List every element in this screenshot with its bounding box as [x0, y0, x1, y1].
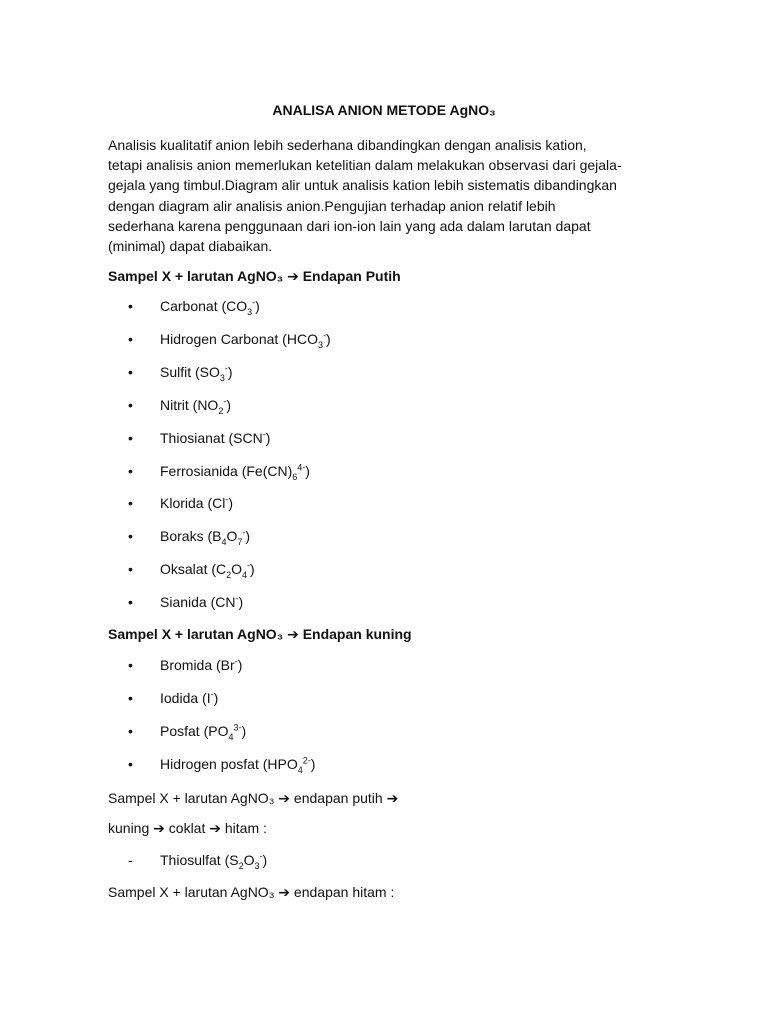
item-charge: - — [210, 689, 214, 700]
item-charge: - — [223, 396, 227, 407]
list-item — [128, 721, 246, 741]
item-close: ) — [238, 594, 244, 611]
item-charge: - — [262, 428, 266, 439]
arrow-right-icon: ➔ — [153, 820, 165, 836]
item-charge: - — [224, 363, 228, 374]
section-heading-yellow-precipitate — [108, 624, 412, 644]
list-item — [128, 754, 315, 774]
section-heading-white-precipitate — [108, 266, 401, 286]
bullet-marker: • — [128, 561, 133, 578]
item-name: Posfat (PO — [160, 722, 229, 739]
list-item-thiosulfate — [128, 850, 267, 870]
item-name: Bromida (Br — [160, 657, 235, 673]
heading-result-text: Endapan kuning — [302, 626, 412, 642]
bullet-marker: • — [128, 657, 133, 673]
section-heading-black-precipitate — [108, 882, 394, 902]
heading-result-text: endapan hitam : — [293, 884, 395, 900]
heading-result-text: Endapan Putih — [302, 268, 401, 284]
list-item — [128, 493, 233, 513]
item-close: ) — [245, 528, 251, 545]
item-close: ) — [250, 561, 255, 578]
document-title: ANALISA ANION METODE AgNO₃ — [272, 102, 496, 118]
item-close: ) — [241, 722, 247, 739]
item-close: ) — [310, 755, 316, 772]
item-name: Sianida (CN — [160, 594, 236, 611]
list-item — [128, 461, 310, 481]
section-heading-color-change-line1 — [108, 788, 398, 808]
arrow-right-icon: ➔ — [287, 268, 299, 284]
item-close: ) — [262, 852, 268, 868]
item-subscript: 2 — [226, 569, 232, 580]
intro-line: Analisis kualitatif anion lebih sederhana dibandingkan dengan analisis kation, — [108, 137, 587, 153]
item-name-mid: O — [231, 561, 243, 578]
item-name-mid: O — [226, 528, 238, 545]
item-charge: - — [247, 560, 251, 571]
bullet-marker: • — [128, 689, 133, 706]
item-name: Thiosianat (SCN — [160, 429, 263, 446]
bullet-marker: • — [128, 594, 133, 611]
item-subscript: 4 — [297, 764, 303, 775]
item-subscript: 4 — [228, 731, 234, 742]
bullet-marker: • — [128, 755, 133, 772]
item-charge: - — [252, 297, 256, 308]
list-item — [128, 688, 218, 708]
bullet-marker: • — [128, 330, 133, 347]
intro-line: (minimal) dapat diabaikan. — [108, 238, 273, 255]
item-subscript: 3 — [219, 372, 225, 383]
heading-reaction-text: Sampel X + larutan AgNO₃ — [108, 884, 275, 900]
item-name: Boraks (B — [160, 528, 222, 545]
item-subscript: 3 — [317, 339, 323, 350]
heading-reaction-text: Sampel X + larutan AgNO₃ — [108, 268, 284, 284]
bullet-marker: • — [128, 429, 133, 446]
item-subscript: 2 — [238, 860, 244, 871]
bullet-marker: • — [128, 495, 133, 512]
item-name: Carbonat (CO — [160, 298, 248, 314]
item-subscript: 3 — [247, 306, 253, 317]
arrow-right-icon: ➔ — [278, 884, 291, 900]
item-subscript: 3 — [254, 860, 260, 871]
item-name: Nitrit (NO — [160, 396, 219, 413]
bullet-marker: • — [128, 528, 133, 545]
item-name: Ferrosianida (Fe(CN) — [160, 462, 293, 479]
item-subscript: 7 — [237, 537, 243, 548]
item-subscript: 4 — [221, 537, 227, 548]
list-item — [128, 395, 231, 415]
list-item — [128, 592, 243, 612]
item-close: ) — [305, 462, 310, 479]
section-heading-color-change-line2 — [108, 818, 267, 838]
item-charge: - — [235, 593, 239, 604]
item-close: ) — [325, 330, 331, 347]
item-charge: - — [322, 330, 326, 341]
bullet-marker: • — [128, 298, 133, 314]
item-charge: 2- — [302, 755, 311, 766]
arrow-right-icon: ➔ — [209, 820, 221, 836]
item-name: Sulfit (SO — [160, 363, 220, 380]
item-close: ) — [255, 298, 260, 314]
item-close: ) — [227, 363, 233, 380]
dash-marker: - — [128, 852, 133, 868]
intro-line: sederhana karena penggunaan dari ion-ion lain yang ada dalam larutan dapat — [108, 217, 591, 234]
intro-line: tetapi analisis anion memerlukan ketelitian dalam melakukan observasi dari gejala- — [108, 157, 622, 174]
item-close: ) — [226, 396, 232, 413]
list-item — [128, 559, 255, 579]
item-charge: 3- — [233, 722, 242, 733]
item-charge: 4- — [297, 461, 306, 472]
bullet-marker: • — [128, 363, 133, 380]
heading-result-text: endapan putih — [293, 790, 383, 806]
heading-reaction-text: Sampel X + larutan AgNO₃ — [108, 626, 284, 642]
list-item — [128, 362, 233, 382]
item-name: Hidrogen posfat (HPO — [160, 755, 298, 772]
item-close: ) — [228, 495, 234, 512]
item-subscript: 2 — [218, 405, 224, 416]
arrow-right-icon: ➔ — [287, 626, 299, 642]
bullet-marker: • — [128, 722, 133, 739]
item-charge: - — [234, 656, 238, 667]
list-item — [128, 526, 250, 546]
item-name-mid: O — [243, 852, 255, 868]
item-name: Hidrogen Carbonat (HCO — [160, 330, 318, 347]
item-close: ) — [265, 429, 271, 446]
heading-reaction-text: Sampel X + larutan AgNO₃ — [108, 790, 275, 806]
arrow-right-icon: ➔ — [278, 790, 291, 806]
intro-paragraph — [108, 135, 668, 256]
list-item — [128, 655, 242, 675]
color-step-text: coklat — [168, 820, 206, 836]
list-item — [128, 329, 331, 349]
item-name: Klorida (Cl — [160, 495, 226, 512]
arrow-right-icon: ➔ — [386, 790, 399, 806]
bullet-marker: • — [128, 396, 133, 413]
item-subscript: 4 — [242, 569, 248, 580]
item-charge: - — [225, 494, 229, 505]
color-step-text: kuning — [108, 820, 150, 836]
item-name: Thiosulfat (S — [160, 852, 239, 868]
intro-line: dengan diagram alir analisis anion.Pengujian terhadap anion relatif lebih — [108, 197, 556, 214]
item-charge: - — [242, 527, 246, 538]
color-step-text: hitam : — [224, 820, 267, 836]
bullet-marker: • — [128, 462, 133, 479]
list-item — [128, 296, 260, 316]
item-subscript: 6 — [292, 471, 298, 482]
list-item — [128, 428, 270, 448]
item-name: Iodida (I — [160, 689, 211, 706]
item-close: ) — [237, 657, 243, 673]
item-charge: - — [259, 851, 263, 862]
item-name: Oksalat (C — [160, 561, 227, 578]
intro-line: gejala yang timbul.Diagram alir untuk analisis kation lebih sistematis dibandingkan — [108, 177, 617, 194]
item-close: ) — [213, 689, 219, 706]
